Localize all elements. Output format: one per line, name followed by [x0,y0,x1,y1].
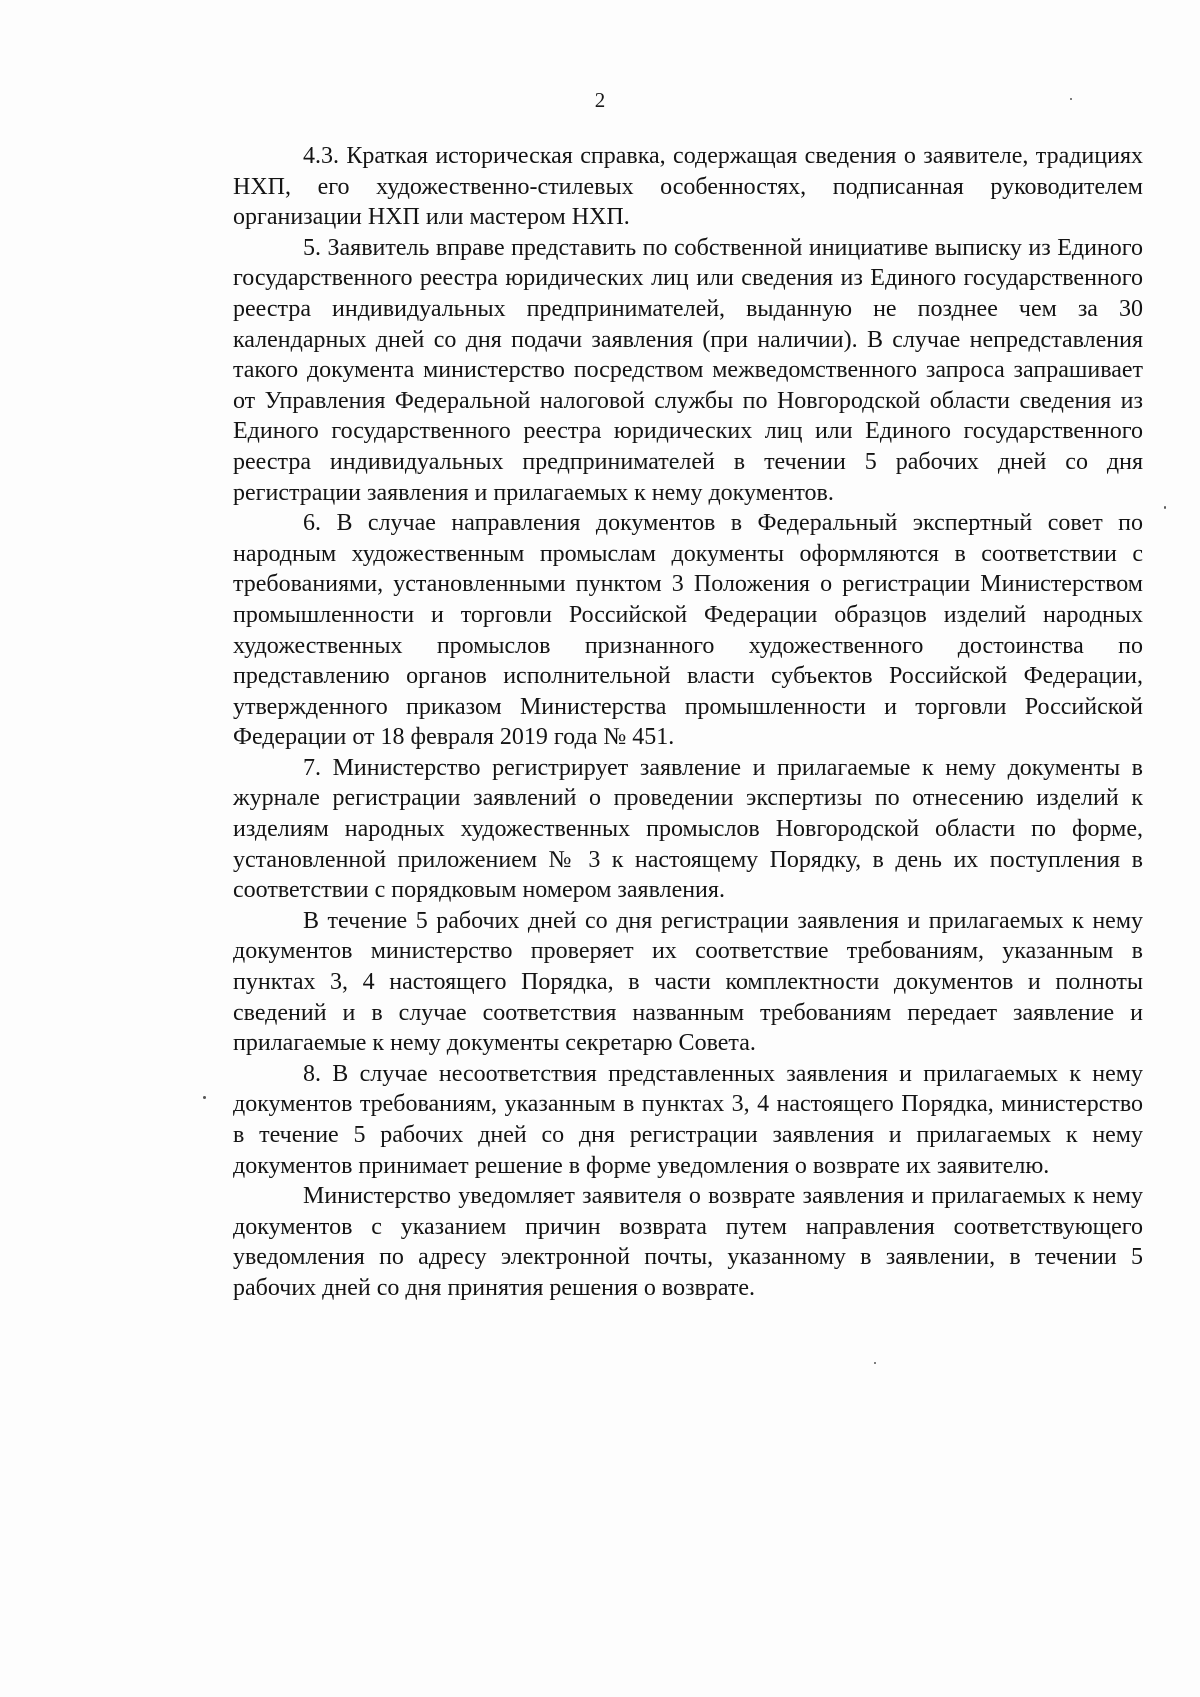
paragraph-8-continued: Министерство уведомляет заявителя о возврате заявления и прилагаемых к нему документов с указанием причин возврата путем направления соответствующего уведомления по адресу электронной почты, указанному в заявлении, в течении 5 рабочих дней со дня принятия решения о возврате. [233,1183,1143,1301]
document-body [233,141,1143,1304]
scan-speck [203,1096,206,1099]
scan-speck [1070,98,1072,100]
paragraph-4-3: 4.3. Краткая историческая справка, содержащая сведения о заявителе, традициях НХП, его художественно-стилевых особенностях, подписанная руководителем организации НХП или мастером НХП. [233,143,1143,231]
paragraph-6: 6. В случае направления документов в Федеральный экспертный совет по народным художественным промыслам документы оформляются в соответствии с требованиями, установленными пунктом 3 Положения о регистрации Министерством промышленности и торговли Российской Федерации образцов изделий народных художественных промыслов признанного художественного достоинства по представлению органов исполнительной власти субъектов Российской Федерации, утвержденного приказом Министерства промышленности и торговли Российской Федерации от 18 февраля 2019 года № 451. [233,510,1143,751]
paragraph-7-continued: В течение 5 рабочих дней со дня регистрации заявления и прилагаемых к нему документов министерство проверяет их соответствие требованиям, указанным в пунктах 3, 4 настоящего Порядка, в части комплектности документов и полноты сведений и в случае соответствия названным требованиям передает заявление и прилагаемые к нему документы секретарю Совета. [233,907,1143,1057]
page-number: 2 [594,88,606,112]
scan-speck [1164,506,1166,509]
paragraph-8: 8. В случае несоответствия представленных заявления и прилагаемых к нему документов требованиям, указанным в пунктах 3, 4 настоящего Порядка, министерство в течение 5 рабочих дней со дня регистрации заявления и прилагаемых к нему документов принимает решение в форме уведомления о возврате их заявителю. [233,1060,1143,1179]
scan-speck [874,1362,876,1364]
paragraph-7: 7. Министерство регистрирует заявление и прилагаемые к нему документы в журнале регистрации заявлений о проведении экспертизы по отнесению изделий к изделиям народных художественных промыслов Новгородской области по форме, установленной приложением № 3 к настоящему Порядку, в день их поступления в соответствии с порядковым номером заявления. [233,754,1143,904]
paragraph-5: 5. Заявитель вправе представить по собственной инициативе выписку из Единого государственного реестра юридических лиц или сведения из Единого государственного реестра индивидуальных предпринимателей, выданную не позднее чем за 30 календарных дней со дня подачи заявления (при наличии). В случае непредставления такого документа министерство посредством межведомственного запроса запрашивает от Управления Федеральной налоговой службы по Новгородской области сведения из Единого государственного реестра юридических лиц или Единого государственного реестра индивидуальных предпринимателей в течении 5 рабочих дней со дня регистрации заявления и прилагаемых к нему документов. [233,234,1143,506]
